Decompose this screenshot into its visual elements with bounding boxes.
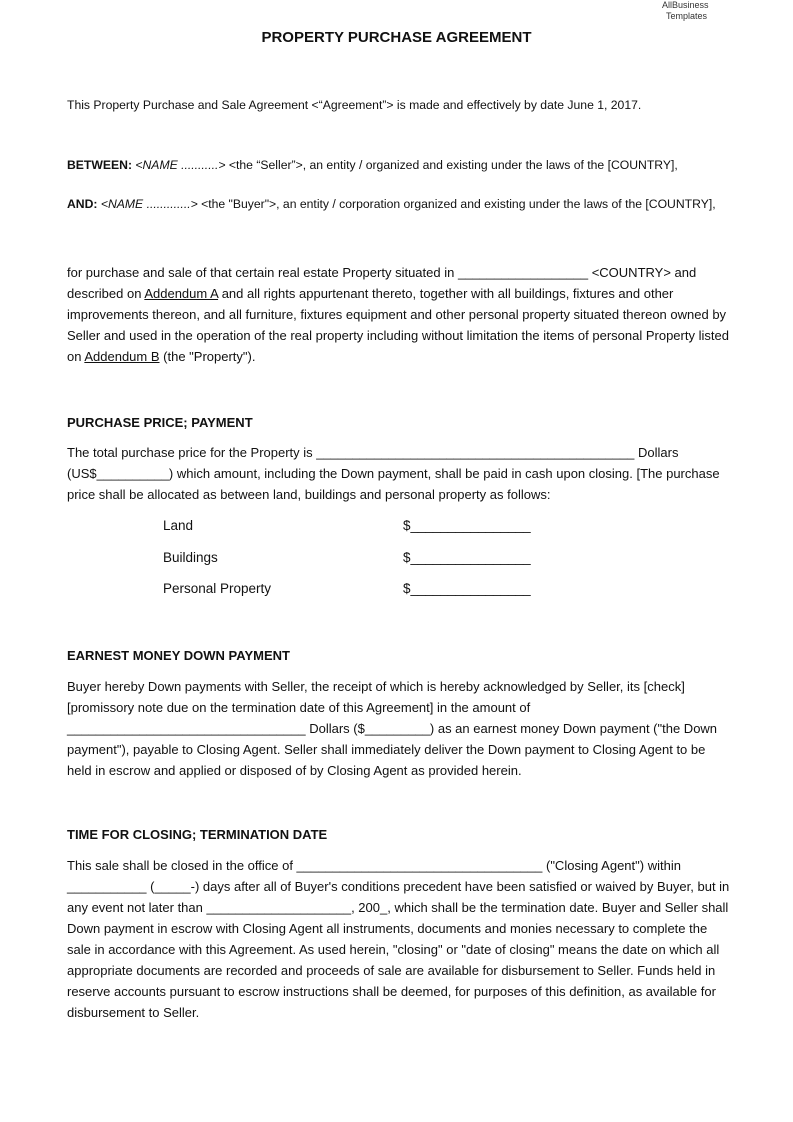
purpose-text-2: and all rights appurtenant thereto, together with all buildings, fixtures and other improvements thereon, and all furniture, fixtures equipment and other personal property situated thereon owned by Seller and used in the operation of the real property including without limitation the items of personal Property listed on [67, 286, 729, 364]
purchase-price-heading: PURCHASE PRICE; PAYMENT [67, 415, 253, 430]
allbusiness-logo [662, 0, 732, 22]
allocation-label-personal-property: Personal Property [163, 581, 272, 596]
purchase-price-paragraph: The total purchase price for the Property is ____________________________________________ Dollars (US$__________) which amount, including the Down payment, shall be paid in cash upon closing. [The purchase price shall be allocated as between land, buildings and personal property as follows: [67, 445, 720, 502]
allocation-amount-land: $________________ [403, 518, 531, 533]
allocation-amount-buildings: $________________ [403, 550, 531, 565]
logo-line-2: Templates [666, 11, 708, 21]
addendum-a-ref: Addendum A [144, 286, 219, 301]
between-paragraph [67, 156, 732, 175]
purpose-paragraph [67, 262, 732, 367]
allocation-label-land: Land [163, 518, 194, 533]
intro-paragraph: This Property Purchase and Sale Agreement <“Agreement”> is made and effectively by date June 1, 2017. [67, 98, 642, 112]
logo-line-1: AllBusiness [662, 0, 709, 10]
purpose-text-3: (the "Property"). [159, 349, 256, 364]
and-text: <the "Buyer">, an entity / corporation organized and existing under the laws of the [COUNTRY], [197, 197, 716, 211]
buyer-name-placeholder: <NAME .............> [100, 197, 198, 211]
page-title: PROPERTY PURCHASE AGREEMENT [261, 29, 532, 46]
and-paragraph [67, 195, 732, 214]
between-text: <the “Seller”>, an entity / organized and existing under the laws of the [COUNTRY], [225, 158, 678, 172]
and-label: AND: [67, 197, 98, 211]
addendum-b-ref: Addendum B [84, 349, 160, 364]
earnest-money-heading: EARNEST MONEY DOWN PAYMENT [67, 648, 290, 663]
closing-heading: TIME FOR CLOSING; TERMINATION DATE [67, 827, 328, 842]
seller-name-placeholder: <NAME ...........> [135, 158, 226, 172]
allocation-amount-personal-property: $________________ [403, 581, 531, 596]
between-label: BETWEEN: [67, 158, 132, 172]
allocation-label-buildings: Buildings [163, 550, 218, 565]
purpose-text-1: for purchase and sale of that certain real estate Property situated in __________________ <COUNTRY> and described on [67, 265, 697, 301]
closing-paragraph: This sale shall be closed in the office of __________________________________ ("Closing Agent") within ___________ (_____-) days after all of Buyer's conditions precedent have been satisfied or waived by Buyer, but in any event not later than ____________________, 200_, which shall be the termination date. Buyer and Seller shall Down payment in escrow with Closing Agent all instruments, documents and monies necessary to complete the sale in accordance with this Agreement. As used herein, "closing" or "date of closing" means the date on which all appropriate documents are recorded and proceeds of sale are available for disbursement to Seller. Funds held in reserve accounts pursuant to escrow instructions shall be deemed, for purposes of this definition, as available for disbursement to Seller. [67, 858, 730, 1020]
earnest-money-paragraph: Buyer hereby Down payments with Seller, the receipt of which is hereby acknowledged by Seller, its [check] [promissory note due on the termination date of this Agreement] in the amount of _________________________________ Dollars ($_________) as an earnest money Down payment ("the Down payment"), payable to Closing Agent. Seller shall immediately deliver the Down payment to Closing Agent to be held in escrow and applied or disposed of by Closing Agent as provided herein. [67, 679, 718, 778]
